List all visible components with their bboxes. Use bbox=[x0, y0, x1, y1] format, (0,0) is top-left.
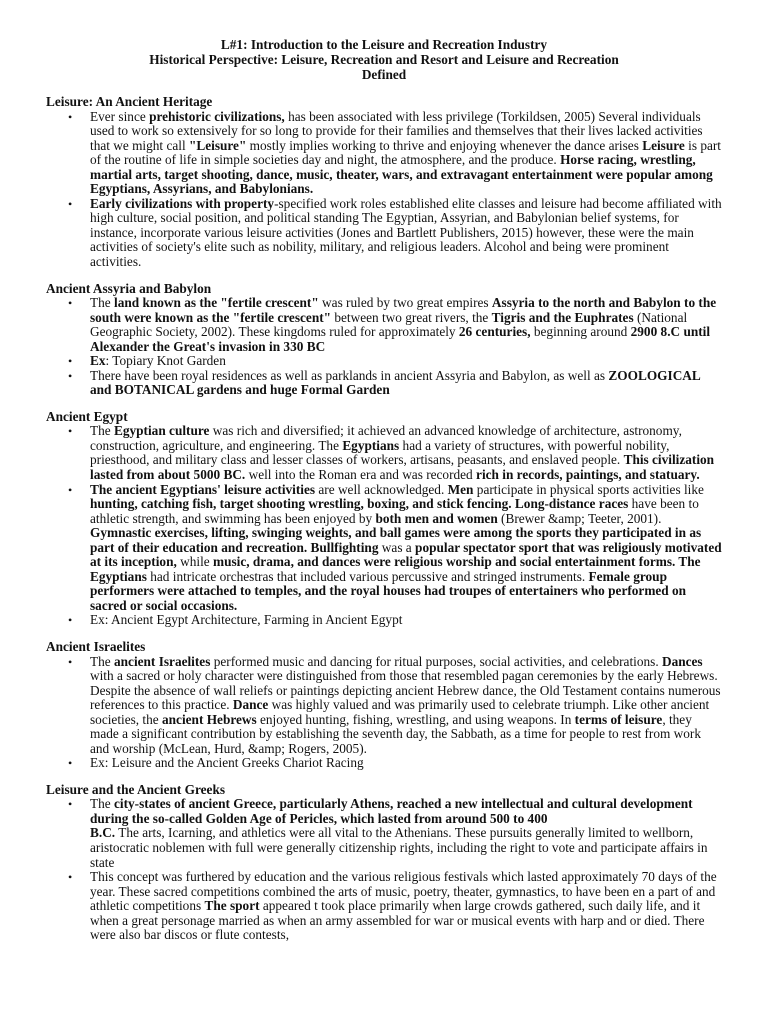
emphasis-text: Female group performers were attached to temples, and the royal houses had troupes of entertainers who performed on sacred or social occasions. bbox=[90, 568, 687, 613]
emphasis-text: 26 centuries, bbox=[458, 324, 531, 340]
bullet-list bbox=[46, 424, 722, 628]
emphasis-text: popular spectator sport that was religiously motivated at its inception, bbox=[90, 539, 722, 570]
emphasis-text: B.C. bbox=[90, 825, 116, 841]
bullet-item: • The ancient Israelites performed music and dancing for ritual purposes, social activities, and celebrations. Dances with a sacred or holy character were distinguished from those that resembled pagan ceremonies by the early Hebrews. Despite the absence of wall reliefs or paintings depicting ancient Hebrew dance, the Old Testament contains numerous references to this practice. Dance was highly valued and was primarily used to celebrate triumph. Like other ancient societies, the ancient Hebrews enjoyed hunting, fishing, wrestling, and using weapons. In terms of leisure, they made a significant contribution by establishing the seventh day, the Sabbath, as a time for people to rest from work and worship (McLean, Hurd, &amp; Rogers, 2005). bbox=[90, 655, 722, 757]
emphasis-text: Ex bbox=[90, 353, 106, 369]
section-leisure-ancient-heritage bbox=[46, 95, 722, 270]
bullet-item: • The city-states of ancient Greece, particularly Athens, reached a new intellectual and cultural development during the so-called Golden Age of Pericles, which lasted from around 500 to 400 B.C. The arts, Icarning, and athletics were all vital to the Athenians. These pursuits generally limited to wellborn, aristocratic noblemen with full were generally citizenship rights, including the right to vote and participate affairs in state bbox=[90, 797, 722, 870]
section-heading: Leisure and the Ancient Greeks bbox=[46, 781, 226, 797]
emphasis-text: Dances bbox=[661, 653, 703, 669]
emphasis-text: This civilization lasted from about 5000 BC. bbox=[90, 452, 715, 482]
emphasis-text: land known as the "fertile crescent" bbox=[114, 295, 319, 311]
emphasis-text: Men bbox=[447, 481, 474, 497]
section-heading: Leisure: An Ancient Heritage bbox=[46, 94, 213, 109]
emphasis-text: rich in records, paintings, and statuary. bbox=[476, 466, 700, 482]
emphasis-text: The ancient Egyptians' leisure activities bbox=[90, 481, 316, 497]
emphasis-text: Horse racing, wrestling, martial arts, target shooting, dance, music, theater, wars, and extravagant entertainment were popular among Egyptians, Assyrians, and Babylonians. bbox=[90, 152, 713, 197]
bullet-item: • Ex: Topiary Knot Garden bbox=[90, 354, 722, 369]
bullet-list bbox=[46, 797, 722, 942]
title-line: L#1: Introduction to the Leisure and Recreation Industry bbox=[220, 37, 548, 52]
bullet-item: • The ancient Egyptians' leisure activities are well acknowledged. Men participate in physical sports activities like hunting, catching fish, target shooting wrestling, boxing, and stick fencing. Long-distance races have been to athletic strength, and swimming has been enjoyed by both men and women (Brewer &amp; Teeter, 2001). Gymnastic exercises, lifting, swinging weights, and ball games were among the sports they participated in as part of their education and recreation. Bullfighting was a popular spectator sport that was religiously motivated at its inception, while music, drama, and dances were religious worship and social entertainment forms. The Egyptians had intricate orchestras that included various percussive and stringed instruments. Female group performers were attached to temples, and the royal houses had troupes of entertainers who performed on sacred or social occasions. bbox=[90, 483, 722, 614]
bullet-item: • There have been royal residences as well as parklands in ancient Assyria and Babylon, as well as ZOOLOGICAL and BOTANICAL gardens and huge Formal Garden bbox=[90, 369, 722, 398]
title-line: Defined bbox=[361, 67, 407, 82]
emphasis-text: terms of leisure bbox=[574, 711, 663, 727]
emphasis-text: city-states of ancient Greece, particularly Athens, reached a new intellectual and cultural development during the so-called Golden Age of Pericles, which lasted from around 500 to 400 bbox=[90, 796, 693, 826]
emphasis-text: ZOOLOGICAL and BOTANICAL gardens and huge Formal Garden bbox=[90, 367, 701, 398]
bullet-item: • The Egyptian culture was rich and diversified; it achieved an advanced knowledge of architecture, astronomy, construction, agriculture, and engineering. The Egyptians had a variety of structures, with powerful nobility, priesthood, and military class and lesser classes of workers, artisans, peasants, and enslaved people. This civilization lasted from about 5000 BC. well into the Roman era and was recorded rich in records, paintings, and statuary. bbox=[90, 424, 722, 482]
bullet-item: • Early civilizations with property-specified work roles established elite classes and leisure had become affiliated with high culture, social position, and political standing The Egyptian, Assyrian, and Babylonian belief systems, for instance, incorporate various leisure activities (Jones and Bartlett Publishers, 2015) however, these were the main activities of society's elite such as nobility, military, and religious leaders. Alcohol and being were prominent activities. bbox=[90, 197, 722, 270]
bullet-list bbox=[46, 296, 722, 398]
emphasis-text: Early civilizations with property bbox=[90, 195, 275, 211]
emphasis-text: music, drama, and dances were religious worship and social entertainment forms. The Egyptians bbox=[90, 554, 701, 584]
bullet-item: • This concept was furthered by education and the various religious festivals which lasted approximately 70 days of the year. These sacred competitions combined the arts of music, poetry, theater, gymnastics, to have been en a part of and athletic competitions The sport appeared t took place primarily when large crowds gathered, such daily life, and it when a great personage married as when an army assembled for war or musical events with harp and or died. There were also bar discos or flute contests, bbox=[90, 870, 722, 943]
emphasis-text: ancient Hebrews bbox=[162, 711, 257, 727]
emphasis-text: hunting, catching fish, target shooting wrestling, boxing, and stick fencing. Long-distance races bbox=[90, 496, 629, 512]
emphasis-text: ancient Israelites bbox=[114, 653, 211, 669]
emphasis-text: 2900 8.C until Alexander the Great's invasion in 330 BC bbox=[90, 324, 711, 354]
emphasis-text: Dance bbox=[232, 697, 269, 713]
bullet-item: • Ex: Ancient Egypt Architecture, Farming in Ancient Egypt bbox=[90, 613, 722, 628]
emphasis-text: Egyptian culture bbox=[114, 423, 210, 439]
bullet-list bbox=[46, 110, 722, 270]
bullet-item: • The land known as the "fertile crescent" was ruled by two great empires Assyria to the north and Babylon to the south were known as the "fertile crescent" between two great rivers, the Tigris and the Euphrates (National Geographic Society, 2002). These kingdoms ruled for approximately 26 centuries, beginning around 2900 8.C until Alexander the Great's invasion in 330 BC bbox=[90, 296, 722, 354]
emphasis-text: Egyptians bbox=[342, 437, 400, 453]
bullet-list bbox=[46, 655, 722, 771]
section-heading: Ancient Israelites bbox=[46, 639, 146, 654]
document-title bbox=[46, 37, 722, 82]
bullet-item: • Ever since prehistoric civilizations, has been associated with less privilege (Torkildsen, 2005) Several individuals used to work so extensively for so long to provide for their families and themselves that their lives lacked activities that we might call "Leisure" mostly implies working to thrive and enjoying whenever the dance arises Leisure is part of the routine of life in simple societies day and night, the atmosphere, and the produce. Horse racing, wrestling, martial arts, target shooting, dance, music, theater, wars, and extravagant entertainment were popular among Egyptians, Assyrians, and Babylonians. bbox=[90, 110, 722, 197]
emphasis-text: Assyria to the north and Babylon to the south were known as the "fertile crescent" bbox=[90, 295, 717, 325]
emphasis-text: The sport bbox=[204, 898, 260, 914]
emphasis-text: Tigris and the Euphrates bbox=[491, 309, 634, 325]
section-ancient-greeks bbox=[46, 783, 722, 943]
emphasis-text: Gymnastic exercises, lifting, swinging weights, and ball games were among the sports they participated in as part of their education and recreation. Bullfighting bbox=[90, 525, 702, 555]
emphasis-text: Leisure bbox=[642, 137, 685, 153]
emphasis-text: prehistoric civilizations, bbox=[149, 108, 285, 124]
section-heading: Ancient Egypt bbox=[46, 408, 128, 424]
section-ancient-israelites bbox=[46, 640, 722, 771]
section-assyria-babylon bbox=[46, 282, 722, 398]
bullet-item: • Ex: Leisure and the Ancient Greeks Chariot Racing bbox=[90, 756, 722, 771]
emphasis-text: "Leisure" bbox=[188, 137, 247, 153]
section-heading: Ancient Assyria and Babylon bbox=[46, 280, 212, 296]
section-ancient-egypt bbox=[46, 410, 722, 628]
emphasis-text: both men and women bbox=[375, 510, 498, 526]
title-line: Historical Perspective: Leisure, Recreation and Resort and Leisure and Recreation bbox=[149, 52, 619, 67]
